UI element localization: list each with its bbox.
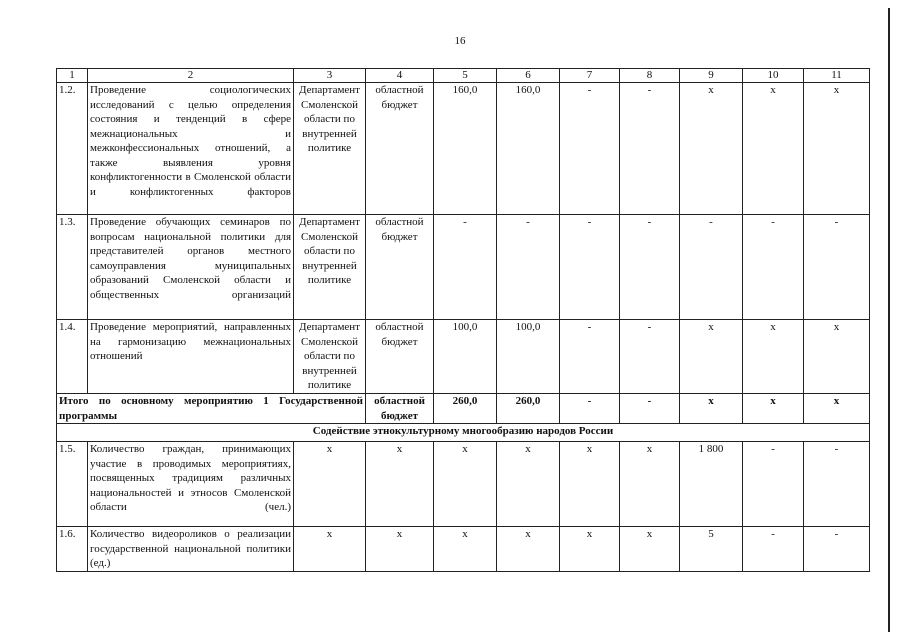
total-label: Итого по основному мероприятию 1 Государственной программы (57, 394, 366, 424)
row-value: 160,0 (497, 83, 560, 215)
row-value: 100,0 (434, 320, 497, 394)
row-value: х (620, 442, 680, 527)
total-source: областной бюджет (366, 394, 434, 424)
header-row (57, 69, 870, 83)
row-value: х (294, 527, 366, 572)
row-number: 1.2. (57, 83, 88, 215)
row-value: х (366, 442, 434, 527)
row-executor: Департамент Смоленской области по внутренней политике (294, 83, 366, 215)
col-header: 1 (57, 69, 88, 83)
section-title: Содействие этнокультурному многообразию народов России (57, 424, 870, 442)
budget-table (56, 68, 870, 572)
row-value: х (560, 527, 620, 572)
row-value: х (743, 83, 804, 215)
row-number: 1.3. (57, 215, 88, 320)
row-value: х (620, 527, 680, 572)
row-value: х (366, 527, 434, 572)
col-header: 8 (620, 69, 680, 83)
row-value: х (680, 320, 743, 394)
row-value: 160,0 (434, 83, 497, 215)
col-header: 7 (560, 69, 620, 83)
row-description: Количество видеороликов о реализации государственной национальной политики (ед.) (88, 527, 294, 572)
row-value: - (560, 83, 620, 215)
row-value: х (497, 527, 560, 572)
row-value: 5 (680, 527, 743, 572)
row-number: 1.4. (57, 320, 88, 394)
total-row (57, 394, 870, 424)
col-header: 2 (88, 69, 294, 83)
row-value: - (620, 320, 680, 394)
row-value: - (620, 83, 680, 215)
row-source: областной бюджет (366, 215, 434, 320)
row-description: Количество граждан, принимающих участие в проводимых мероприятиях, посвященных традициям различных национальностей и этносов Смоленской области (чел.) (88, 442, 294, 527)
row-value: х (497, 442, 560, 527)
row-value: - (804, 215, 870, 320)
table-row (57, 83, 870, 215)
row-executor: Департамент Смоленской области по внутренней политике (294, 215, 366, 320)
total-value: 260,0 (497, 394, 560, 424)
col-header: 11 (804, 69, 870, 83)
table-row (57, 320, 870, 394)
row-value: - (560, 215, 620, 320)
row-value: 100,0 (497, 320, 560, 394)
table-row (57, 215, 870, 320)
row-value: х (434, 442, 497, 527)
margin-line (888, 8, 890, 632)
row-source: областной бюджет (366, 83, 434, 215)
col-header: 5 (434, 69, 497, 83)
row-value: - (680, 215, 743, 320)
total-value: х (743, 394, 804, 424)
row-value: - (743, 215, 804, 320)
row-value: х (743, 320, 804, 394)
table-row (57, 442, 870, 527)
row-value: - (804, 442, 870, 527)
total-value: х (804, 394, 870, 424)
table-row (57, 527, 870, 572)
row-source: областной бюджет (366, 320, 434, 394)
row-executor: Департамент Смоленской области по внутренней политике (294, 320, 366, 394)
row-value: - (434, 215, 497, 320)
row-value: - (560, 320, 620, 394)
row-value: - (743, 527, 804, 572)
row-description: Проведение обучающих семинаров по вопросам национальной политики для представителей органов местного самоуправления муниципальных образований Смоленской области и общественных организаций (88, 215, 294, 320)
row-value: - (620, 215, 680, 320)
section-row (57, 424, 870, 442)
page-number: 16 (454, 35, 466, 47)
col-header: 3 (294, 69, 366, 83)
row-value: - (804, 527, 870, 572)
row-description: Проведение социологических исследований с целью определения состояния и тенденций в сфере межнациональных и межконфессиональных отношений, а также выявления уровня конфликтогенности в Смоленской области и конфликтогенных факторов (88, 83, 294, 215)
row-value: х (804, 320, 870, 394)
row-value: х (294, 442, 366, 527)
row-value: - (743, 442, 804, 527)
row-value: х (804, 83, 870, 215)
total-value: х (680, 394, 743, 424)
row-value: - (497, 215, 560, 320)
col-header: 10 (743, 69, 804, 83)
row-value: х (680, 83, 743, 215)
total-value: 260,0 (434, 394, 497, 424)
row-value: 1 800 (680, 442, 743, 527)
row-number: 1.5. (57, 442, 88, 527)
row-description: Проведение мероприятий, направленных на гармонизацию межнациональных отношений (88, 320, 294, 394)
row-value: х (434, 527, 497, 572)
row-number: 1.6. (57, 527, 88, 572)
col-header: 9 (680, 69, 743, 83)
col-header: 4 (366, 69, 434, 83)
total-value: - (620, 394, 680, 424)
col-header: 6 (497, 69, 560, 83)
row-value: х (560, 442, 620, 527)
total-value: - (560, 394, 620, 424)
